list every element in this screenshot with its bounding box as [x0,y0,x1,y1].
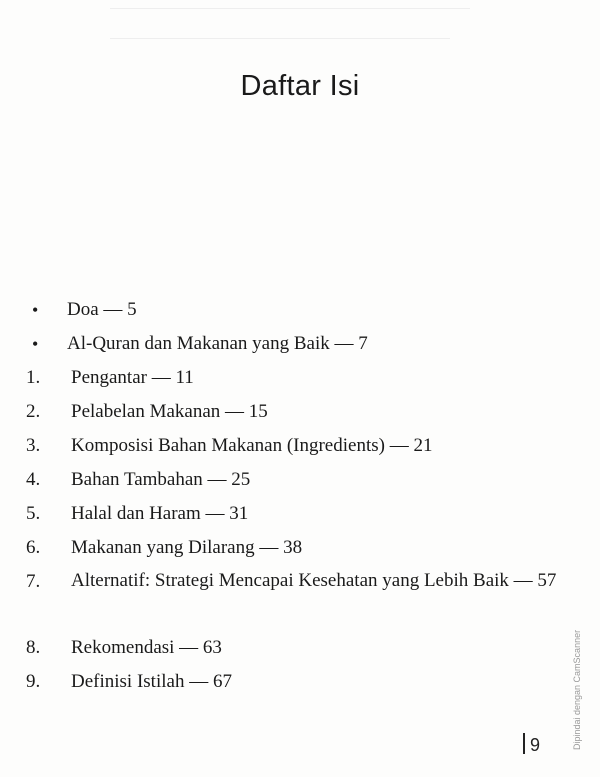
page-title: Daftar Isi [240,70,360,102]
entry-text: Definisi Istilah — 67 [71,671,232,692]
toc-entry [0,631,600,665]
toc-entry [0,395,600,429]
entry-number: 3. [26,435,41,456]
entry-text: Halal dan Haram — 31 [71,503,249,524]
entry-number: 5. [26,503,41,524]
entry-text: Rekomendasi — 63 [71,637,222,658]
toc-entry [0,565,600,631]
bleed-through-top [110,8,470,19]
page-number [523,733,540,756]
toc-entry [0,665,600,699]
entry-number: 9. [26,671,41,692]
entry-text: Makanan yang Dilarang — 38 [71,537,303,558]
entry-text: Bahan Tambahan — 25 [71,469,251,490]
scanner-watermark [572,630,582,750]
toc-entry [0,293,600,327]
toc-entry [0,361,600,395]
toc-entry [0,497,600,531]
entry-text: Al-Quran dan Makanan yang Baik — 7 [67,333,368,354]
toc-entry [0,327,600,361]
bleed-through-line [110,38,450,49]
entry-text: Pelabelan Makanan — 15 [71,401,268,422]
entry-bullet: • [32,300,39,320]
entry-number: 6. [26,537,41,558]
entry-text: Komposisi Bahan Makanan (Ingredients) — 21 [71,435,433,456]
toc-entry [0,429,600,463]
entry-number: 1. [26,367,41,388]
toc-entry [0,463,600,497]
page-number-value: 9 [529,735,540,755]
entry-text: Alternatif: Strategi Mencapai Kesehatan yang Lebih Baik — 57 [71,570,557,591]
toc-entry [0,531,600,565]
table-of-contents [0,293,600,699]
entry-number: 2. [26,401,41,422]
entry-bullet: • [32,334,39,354]
entry-text: Pengantar — 11 [71,367,194,388]
entry-number: 8. [26,637,41,658]
watermark-text: Dipindai dengan CamScanner [572,629,582,750]
page-number-rule [523,733,525,754]
entry-number: 7. [26,571,41,592]
entry-text: Doa — 5 [67,299,137,320]
entry-number: 4. [26,469,41,490]
